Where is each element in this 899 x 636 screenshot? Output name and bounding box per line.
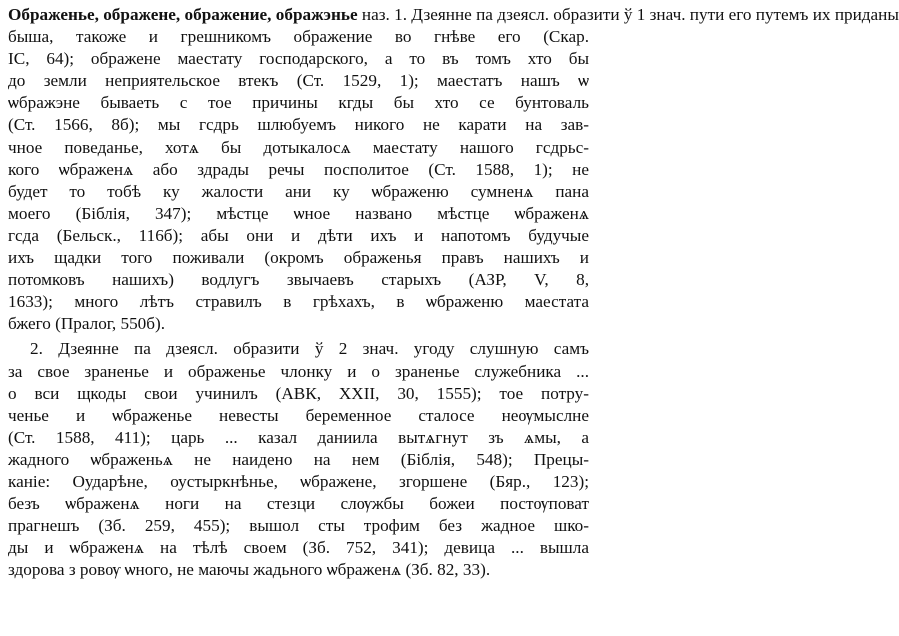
- sense-1-line: бжего (Пралог, 550б).: [8, 314, 166, 334]
- sense-1-line: будет то тобѣ ку жалости ани ку ѡбраженю сумненѧ пана: [8, 181, 589, 201]
- sense-2: [8, 338, 589, 581]
- sense-2-line: ды и ѡбраженѧ на тѣлѣ своем (Зб. 752, 341); девица ... вышла: [8, 538, 589, 558]
- sense-1-line: (Ст. 1566, 8б); мы гсдрь шлюбуемъ никого не карати на зав-: [8, 115, 589, 135]
- sense-1-line: чное поведанье, хотѧ бы дотыкалосѧ маестату нашого гсдрьс-: [8, 137, 589, 157]
- sense-2-line: каніе: Оударѣне, оустыркнѣнье, ѡбражене, згоршене (Бяр., 123);: [8, 471, 589, 491]
- entry-line-1-text: наз. 1. Дзеянне па дзеясл. образити ў 1 знач. пути его путемъ их приданы: [361, 5, 899, 24]
- headword: Ображенье, ображене, ображение, ображэнье: [8, 5, 358, 24]
- entry-line-1: [8, 4, 899, 26]
- sense-2-line: здорова з ровѹ ѡного, не маючы жадьного ѡбраженѧ (Зб. 82, 33).: [8, 560, 491, 580]
- sense-1-line: потомковъ нашихъ) водлугъ звычаевъ старыхъ (АЗР, V, 8,: [8, 270, 589, 290]
- sense-2-line: за свое зраненье и ображенье члонку и о зраненье служебника ...: [8, 361, 589, 381]
- sense-1-line: IC, 64); ображене маестату господарского, а то въ томъ хто бы: [8, 49, 589, 69]
- sense-2-line: жадного ѡбраженьѧ не наидено на нем (Біблія, 548); Прецы-: [8, 449, 589, 469]
- sense-1-line: гсда (Бельск., 116б); абы они и дѣти ихъ и напотомъ будучые: [8, 225, 589, 245]
- sense-1-line: 1633); много лѣтъ стравилъ в грѣхахъ, в ѡбраженю маестата: [8, 292, 589, 312]
- sense-2-line: о вси щкоды свои учинилъ (АВК, XXII, 30, 1555); тое потру-: [8, 383, 589, 403]
- sense-2-line: 2. Дзеянне па дзеясл. образити ў 2 знач. угоду слушную самъ: [30, 339, 589, 359]
- sense-2-line: прагнешъ (Зб. 259, 455); вышол сты трофим без жадное шко-: [8, 516, 589, 536]
- sense-2-line: ченье и ѡбраженье невесты беременное сталосе неѹмыслне: [8, 405, 589, 425]
- sense-1-line: кого ѡбраженѧ або здрады речы посполитое (Ст. 1588, 1); не: [8, 159, 589, 179]
- sense-2-line: (Ст. 1588, 411); царь ... казал даниила вытѧгнут зъ ѧмы, а: [8, 427, 589, 447]
- sense-1: [8, 26, 589, 335]
- sense-2-line: безъ ѡбраженѧ ноги на стезци слѹжбы божеи постѹповат: [8, 494, 589, 514]
- sense-1-line: быша, такоже и грешникомъ ображение во гнѣве его (Скар.: [8, 27, 589, 47]
- sense-1-line: до земли неприятельское втекъ (Ст. 1529, 1); маестатъ нашъ ѡ: [8, 71, 589, 91]
- sense-1-line: ихъ щадки того поживали (окромъ ображенья правъ нашихъ и: [8, 248, 589, 268]
- sense-1-line: ѡбражэне бываеть с тое причины кгды бы хто се бунтоваль: [8, 93, 589, 113]
- sense-1-line: моего (Біблія, 347); мѣстце ѡное названо мѣстце ѡбраженѧ: [8, 203, 589, 223]
